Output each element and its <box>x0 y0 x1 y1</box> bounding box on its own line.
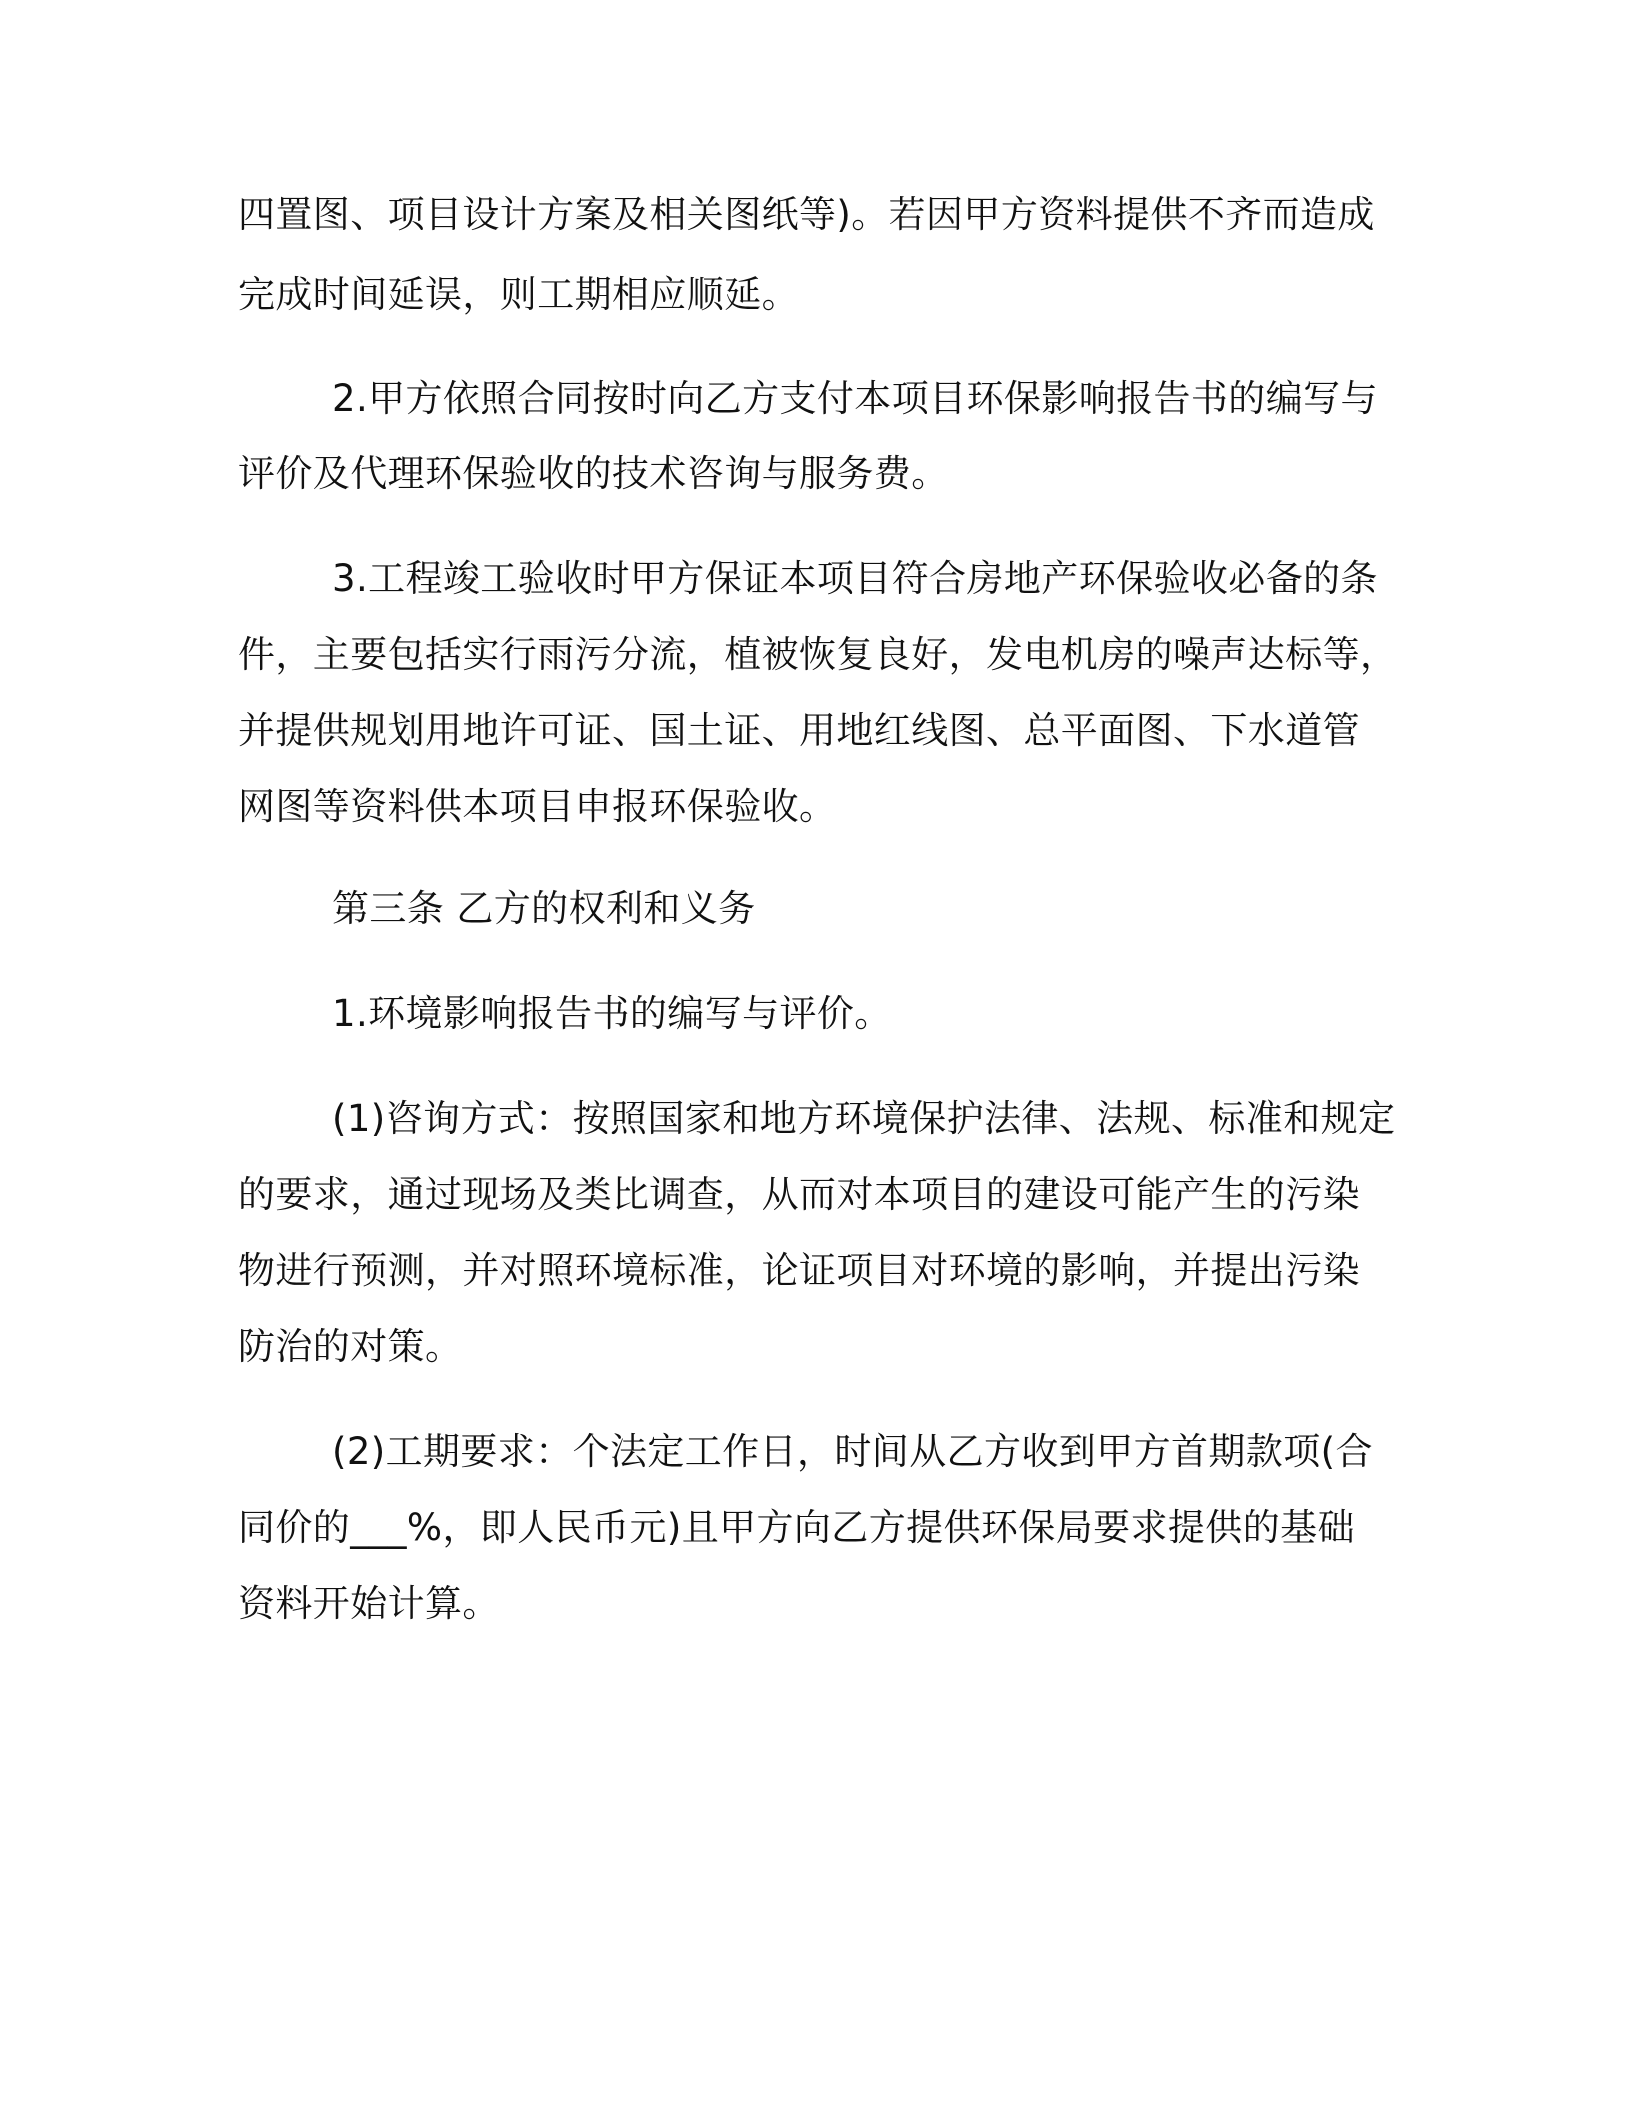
text-line-16: 同价的___%，即人民币元)且甲方向乙方提供环保局要求提供的基础 <box>238 1506 1355 1549</box>
text-line-15: (2)工期要求：个法定工作日，时间从乙方收到甲方首期款项(合 <box>332 1430 1373 1473</box>
text-line-8: 网图等资料供本项目申报环保验收。 <box>238 785 837 828</box>
text-line-7: 并提供规划用地许可证、国土证、用地红线图、总平面图、下水道管 <box>238 709 1360 752</box>
text-line-6: 件，主要包括实行雨污分流，植被恢复良好，发电机房的噪声达标等， <box>238 633 1398 676</box>
text-line-12: 的要求，通过现场及类比调查，从而对本项目的建设可能产生的污染 <box>238 1173 1360 1216</box>
text-line-11: (1)咨询方式：按照国家和地方环境保护法律、法规、标准和规定 <box>332 1097 1396 1140</box>
text-line-5: 3.工程竣工验收时甲方保证本项目符合房地产环保验收必备的条 <box>332 557 1378 600</box>
text-line-1: 四置图、项目设计方案及相关图纸等)。若因甲方资料提供不齐而造成 <box>238 193 1375 236</box>
text-line-13: 物进行预测，并对照环境标准，论证项目对环境的影响，并提出污染 <box>238 1249 1360 1292</box>
text-line-3: 2.甲方依照合同按时向乙方支付本项目环保影响报告书的编写与 <box>332 377 1378 420</box>
text-line-10: 1.环境影响报告书的编写与评价。 <box>332 992 892 1035</box>
text-line-2: 完成时间延误，则工期相应顺延。 <box>238 273 799 316</box>
text-line-17: 资料开始计算。 <box>238 1582 500 1625</box>
text-line-4: 评价及代理环保验收的技术咨询与服务费。 <box>238 452 949 495</box>
section-heading: 第三条 乙方的权利和义务 <box>332 887 756 930</box>
text-line-14: 防治的对策。 <box>238 1325 463 1368</box>
